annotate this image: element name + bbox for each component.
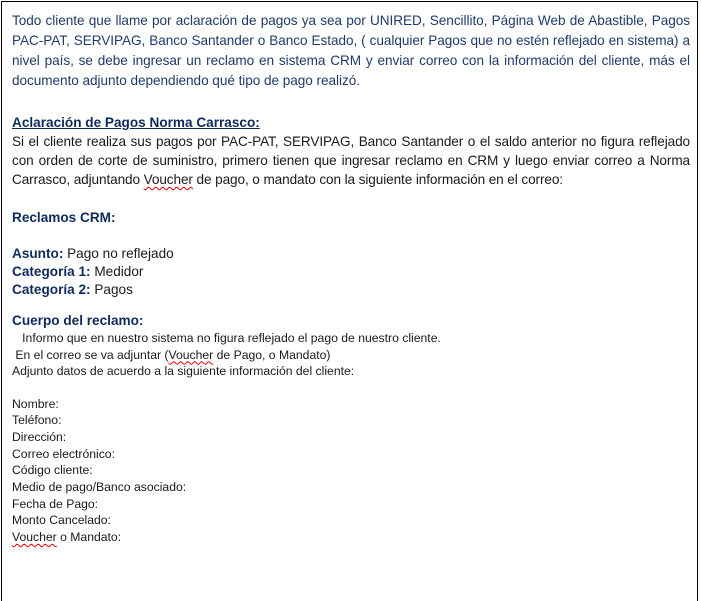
field-medio-pago: Medio de pago/Banco asociado: xyxy=(12,480,187,495)
field-voucher-rest: o Mandato: xyxy=(56,530,122,545)
cuerpo-line-1: Informo que en nuestro sistema no figura reflejado el pago de nuestro cliente. xyxy=(12,331,441,345)
section-body-text: Si el cliente realiza sus pagos por PAC-PAT, SERVIPAG, Banco Santander o el saldo anterior no figura reflejado con orden de corte de suministro, primero tienen que ingresar reclamo en CRM y luego enviar correo a Norma Carrasco, adjuntando xyxy=(12,134,690,187)
cuerpo-line-2-end: de Pago, o Mandato) xyxy=(213,347,331,362)
crm-heading: Reclamos CRM: xyxy=(12,210,116,225)
categoria-1-value: Medidor xyxy=(90,264,144,279)
cuerpo-line-3: Adjunto datos de acuerdo a la siguiente información del cliente: xyxy=(12,364,355,378)
section-body xyxy=(12,132,690,189)
field-codigo-cliente: Código cliente: xyxy=(12,463,93,478)
section-body-text-end: de pago, o mandato con la siguiente información en el correo: xyxy=(192,172,563,187)
section-title: Aclaración de Pagos Norma Carrasco: xyxy=(12,115,260,130)
field-voucher-mandato xyxy=(12,529,690,546)
field-direccion: Dirección: xyxy=(12,429,67,444)
field-nombre: Nombre: xyxy=(12,396,59,411)
cuerpo-heading: Cuerpo del reclamo: xyxy=(12,313,144,328)
cuerpo-line-2 xyxy=(12,347,690,364)
field-correo: Correo electrónico: xyxy=(12,446,115,461)
categoria-2-line xyxy=(12,281,690,299)
asunto-value: Pago no reflejado xyxy=(63,246,174,261)
asunto-label: Asunto: xyxy=(12,246,64,261)
spellcheck-flagged-word: Voucher xyxy=(12,530,57,545)
spellcheck-flagged-word: Voucher xyxy=(143,172,193,187)
field-telefono: Teléfono: xyxy=(12,413,62,428)
cuerpo-line-2-start: En el correo se va adjuntar ( xyxy=(12,347,169,362)
categoria-2-value: Pagos xyxy=(90,282,133,297)
categoria-1-line xyxy=(12,263,690,281)
categoria-1-label: Categoría 1: xyxy=(12,264,91,279)
document-body xyxy=(12,11,690,546)
field-fecha-pago: Fecha de Pago: xyxy=(12,496,99,511)
categoria-2-label: Categoría 2: xyxy=(12,282,91,297)
asunto-line xyxy=(12,245,690,263)
client-fields xyxy=(12,396,690,546)
intro-paragraph: Todo cliente que llame por aclaración de pagos ya sea por UNIRED, Sencillito, Página Web de Abastible, Pagos PAC-PAT, SERVIPAG, Banco Santander o Banco Estado, ( cualquier Pagos que no estén reflejado en sistema) a nivel país, se debe ingresar un reclamo en sistema CRM y enviar correo con la información del cliente, más el documento adjunto dependiendo qué tipo de pago realizó. xyxy=(12,13,690,88)
field-monto: Monto Cancelado: xyxy=(12,513,111,528)
spellcheck-flagged-word: Voucher xyxy=(168,347,214,362)
